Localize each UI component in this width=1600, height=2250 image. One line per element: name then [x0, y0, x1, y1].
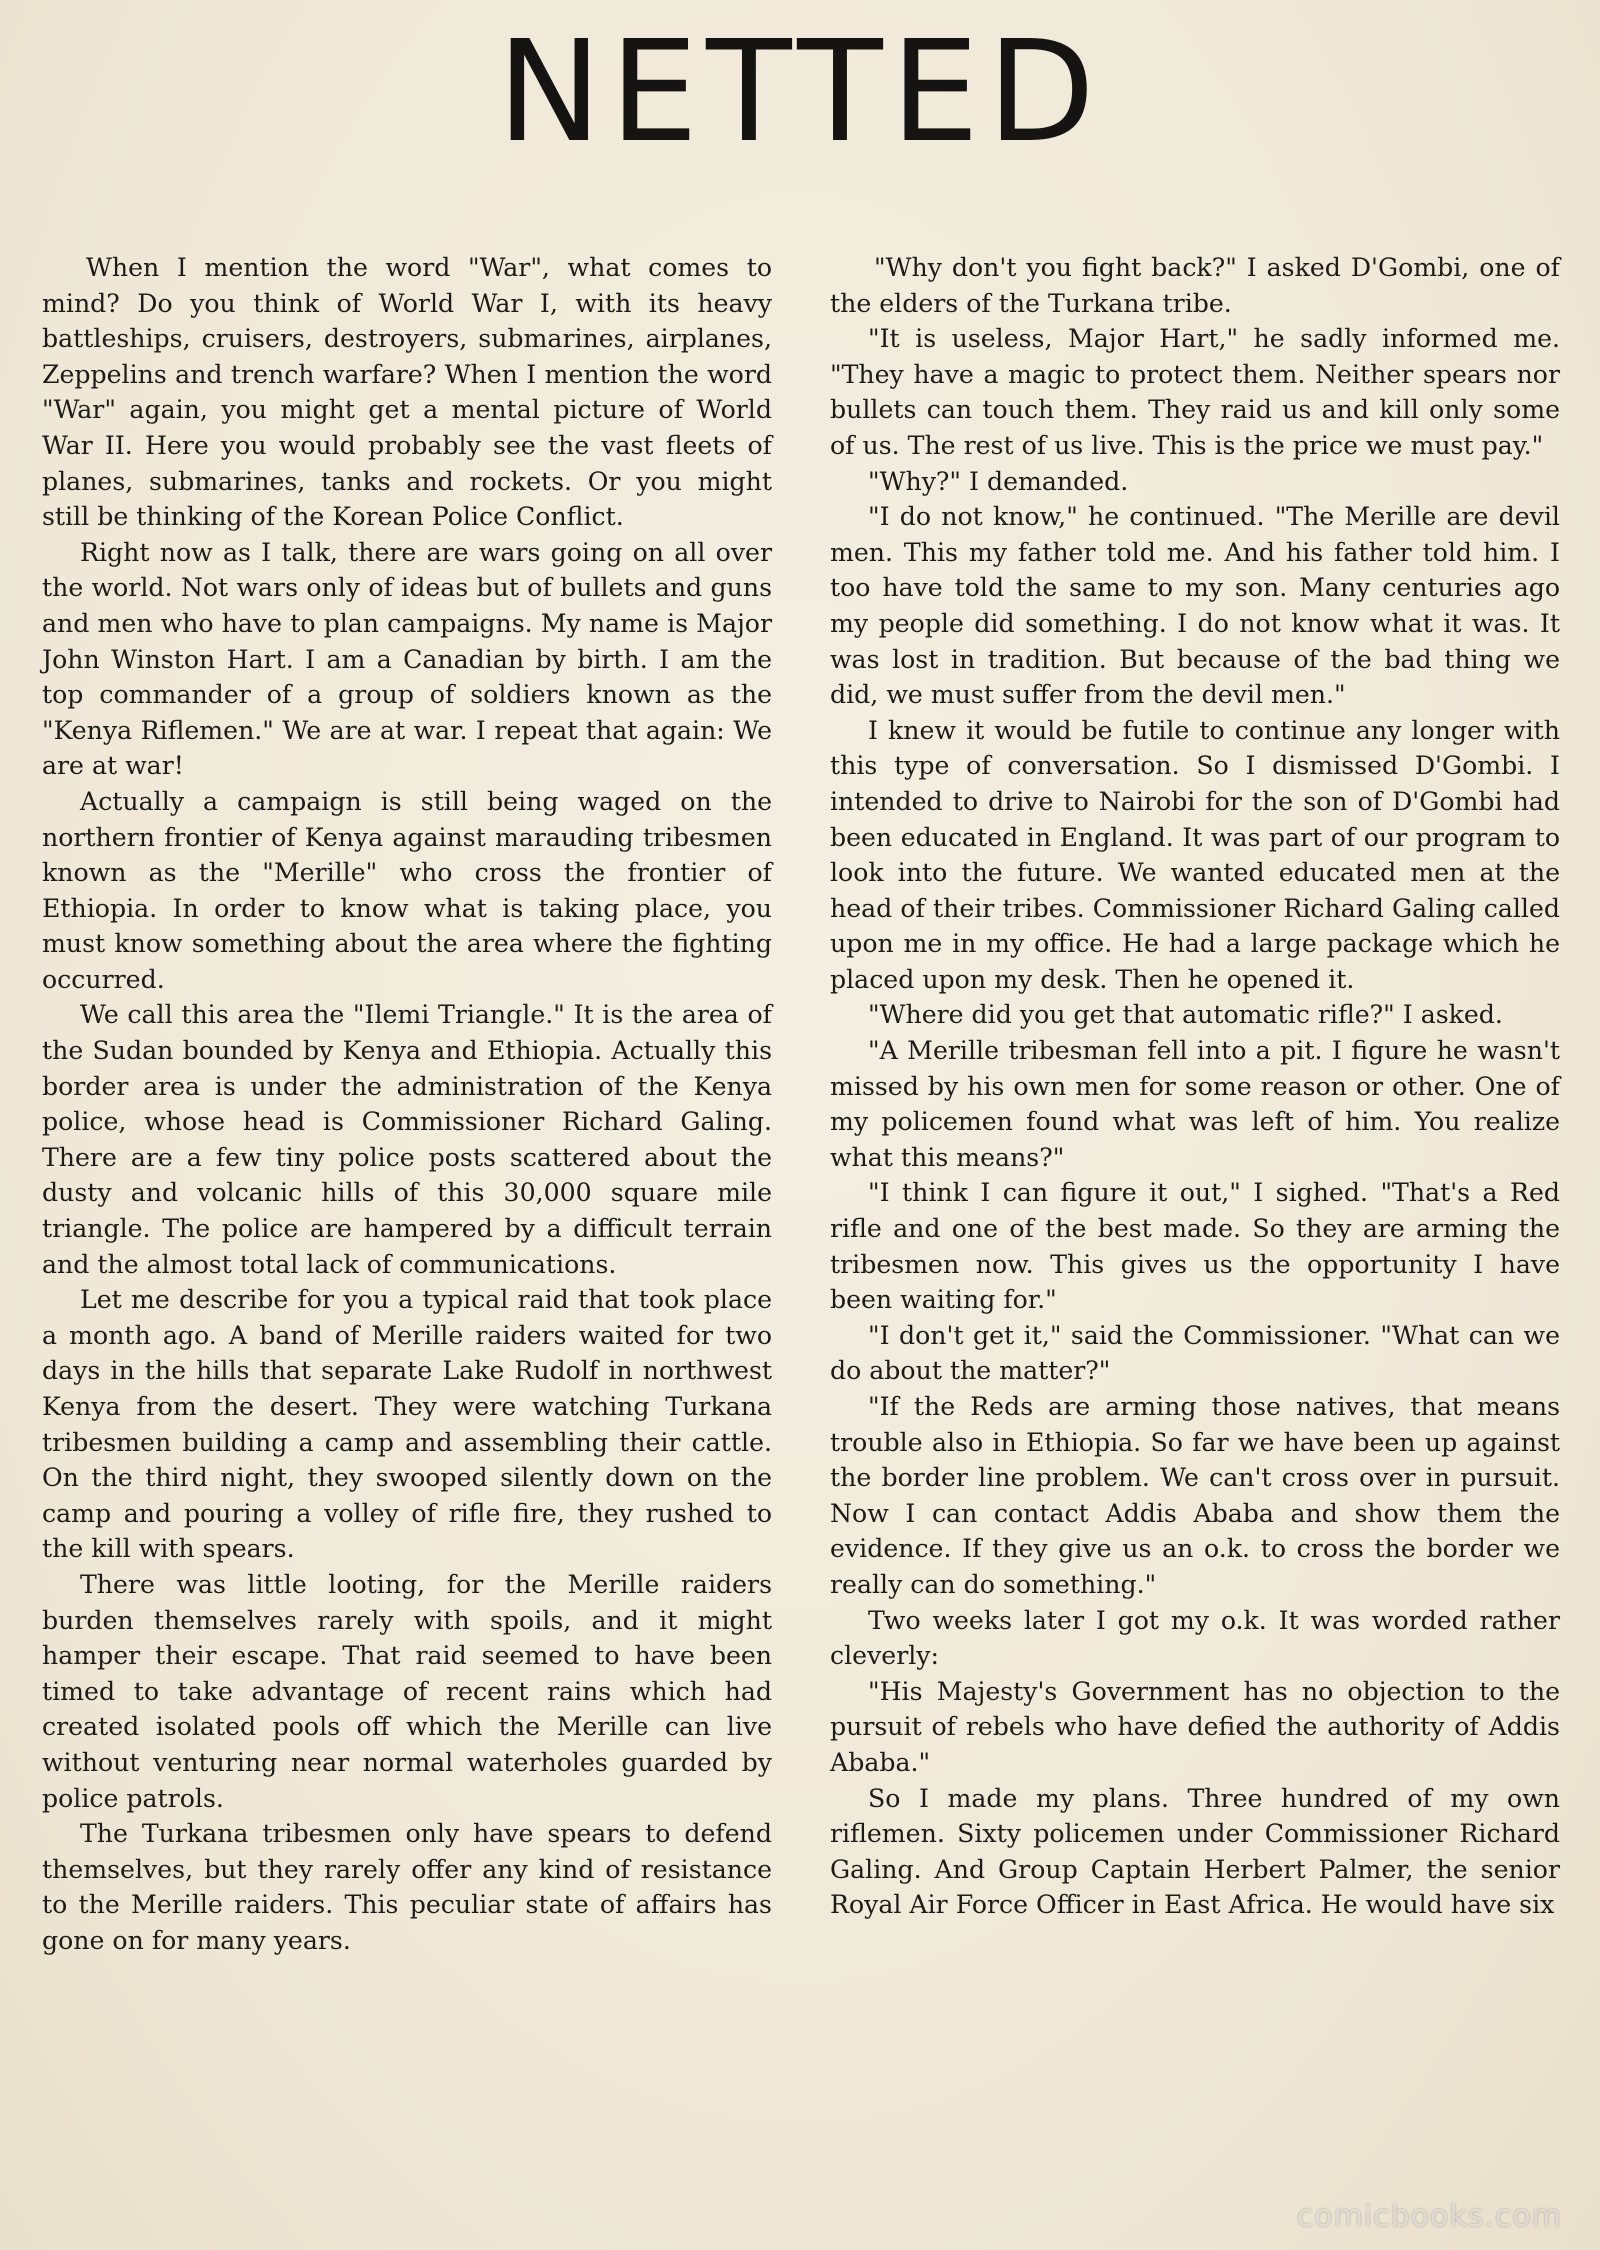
paragraph: Right now as I talk, there are wars going on all over the world. Not wars only of ideas but of bullets and guns and men who have to plan campaigns. My name is Major John Winston Hart. I am a Canadian by birth. I am the top commander of a group of soldiers known as the "Kenya Riflemen." We are at war. I repeat that again: We are at war! — [42, 537, 772, 781]
paragraph: So I made my plans. Three hundred of my own riflemen. Sixty policemen under Commissioner Richard Galing. And Group Captain Herbert Palmer, the senior Royal Air Force Officer in East Africa. He would have six — [830, 1783, 1560, 1920]
paragraph: When I mention the word "War", what comes to mind? Do you think of World War I, with its heavy battleships, cruisers, destroyers, submarines, airplanes, Zeppelins and trench warfare? When I mention the word "War" again, you might get a mental picture of World War II. Here you would probably see the vast fleets of planes, submarines, tanks and rockets. Or you might still be thinking of the Korean Police Conflict. — [42, 253, 772, 532]
paragraph: Actually a campaign is still being waged on the northern frontier of Kenya against marauding tribesmen known as the "Merille" who cross the frontier of Ethiopia. In order to know what is taking place, you must know something about the area where the fighting occurred. — [42, 786, 772, 994]
story-title: NETTED — [496, 11, 1104, 174]
paragraph: "It is useless, Major Hart," he sadly informed me. "They have a magic to protect them. Neither spears nor bullets can touch them. They raid us and kill only some of us. The rest of us live. This is the price we must pay." — [830, 324, 1560, 460]
paragraph: The Turkana tribesmen only have spears to defend themselves, but they rarely offer any kind of resistance to the Merille raiders. This peculiar state of affairs has gone on for many years. — [42, 1819, 772, 1955]
paragraph: Let me describe for you a typical raid that took place a month ago. A band of Merille raiders waited for two days in the hills that separate Lake Rudolf in northwest Kenya from the desert. They were watching Turkana tribesmen building a camp and assembling their cattle. On the third night, they swooped silently down on the camp and pouring a volley of rifle fire, they rushed to the kill with spears. — [42, 1285, 772, 1564]
paragraph: There was little looting, for the Merille raiders burden themselves rarely with spoils, and it might hamper their escape. That raid seemed to have been timed to take advantage of recent rains which had created isolated pools off which the Merille can live without venturing near normal waterholes guarded by police patrols. — [42, 1569, 772, 1813]
paragraph: "Where did you get that automatic rifle?" I asked. — [868, 1000, 1503, 1030]
site-watermark: comicbooks.com — [1296, 2199, 1562, 2234]
paragraph: "I do not know," he continued. "The Merille are devil men. This my father told me. And his father told him. I too have told the same to my son. Many centuries ago my people did something. I do not know what it was. It was lost in tradition. But because of the bad thing we did, we must suffer from the devil men." — [830, 502, 1560, 710]
paragraph: I knew it would be futile to continue any longer with this type of conversation. So I dismissed D'Gombi. I intended to drive to Nairobi for the son of D'Gombi had been educated in England. It was part of our program to look into the future. We wanted educated men at the head of their tribes. Commissioner Richard Galing called upon me in my office. He had a large package which he placed upon my desk. Then he opened it. — [830, 715, 1560, 994]
paragraph: "I don't get it," said the Commissioner. "What can we do about the matter?" — [830, 1320, 1560, 1386]
paragraph: "A Merille tribesman fell into a pit. I figure he wasn't missed by his own men for some reason or other. One of my policemen found what was left of him. You realize what this means?" — [830, 1036, 1560, 1172]
paragraph: "Why don't you fight back?" I asked D'Gombi, one of the elders of the Turkana tribe. — [830, 253, 1560, 318]
paragraph: We call this area the "Ilemi Triangle." It is the area of the Sudan bounded by Kenya and Ethiopia. Actually this border area is under the administration of the Kenya police, whose head is Commissioner Richard Galing. There are a few tiny police posts scattered about the dusty and volcanic hills of this 30,000 square mile triangle. The police are hampered by a difficult terrain and the almost total lack of communications. — [42, 1000, 772, 1279]
paragraph: "His Majesty's Government has no objection to the pursuit of rebels who have defied the authority of Addis Ababa." — [830, 1676, 1560, 1777]
right-text-column — [830, 250, 1560, 1923]
paragraph: Two weeks later I got my o.k. It was worded rather cleverly: — [830, 1605, 1560, 1671]
left-text-column — [42, 250, 772, 1959]
paragraph: "Why?" I demanded. — [868, 466, 1129, 496]
paragraph: "If the Reds are arming those natives, that means trouble also in Ethiopia. So far we have been up against the border line problem. We can't cross over in pursuit. Now I can contact Addis Ababa and show them the evidence. If they give us an o.k. to cross the border we really can do something." — [830, 1392, 1560, 1599]
paragraph: "I think I can figure it out," I sighed. "That's a Red rifle and one of the best made. So they are arming the tribesmen now. This gives us the opportunity I have been waiting for." — [830, 1178, 1560, 1315]
